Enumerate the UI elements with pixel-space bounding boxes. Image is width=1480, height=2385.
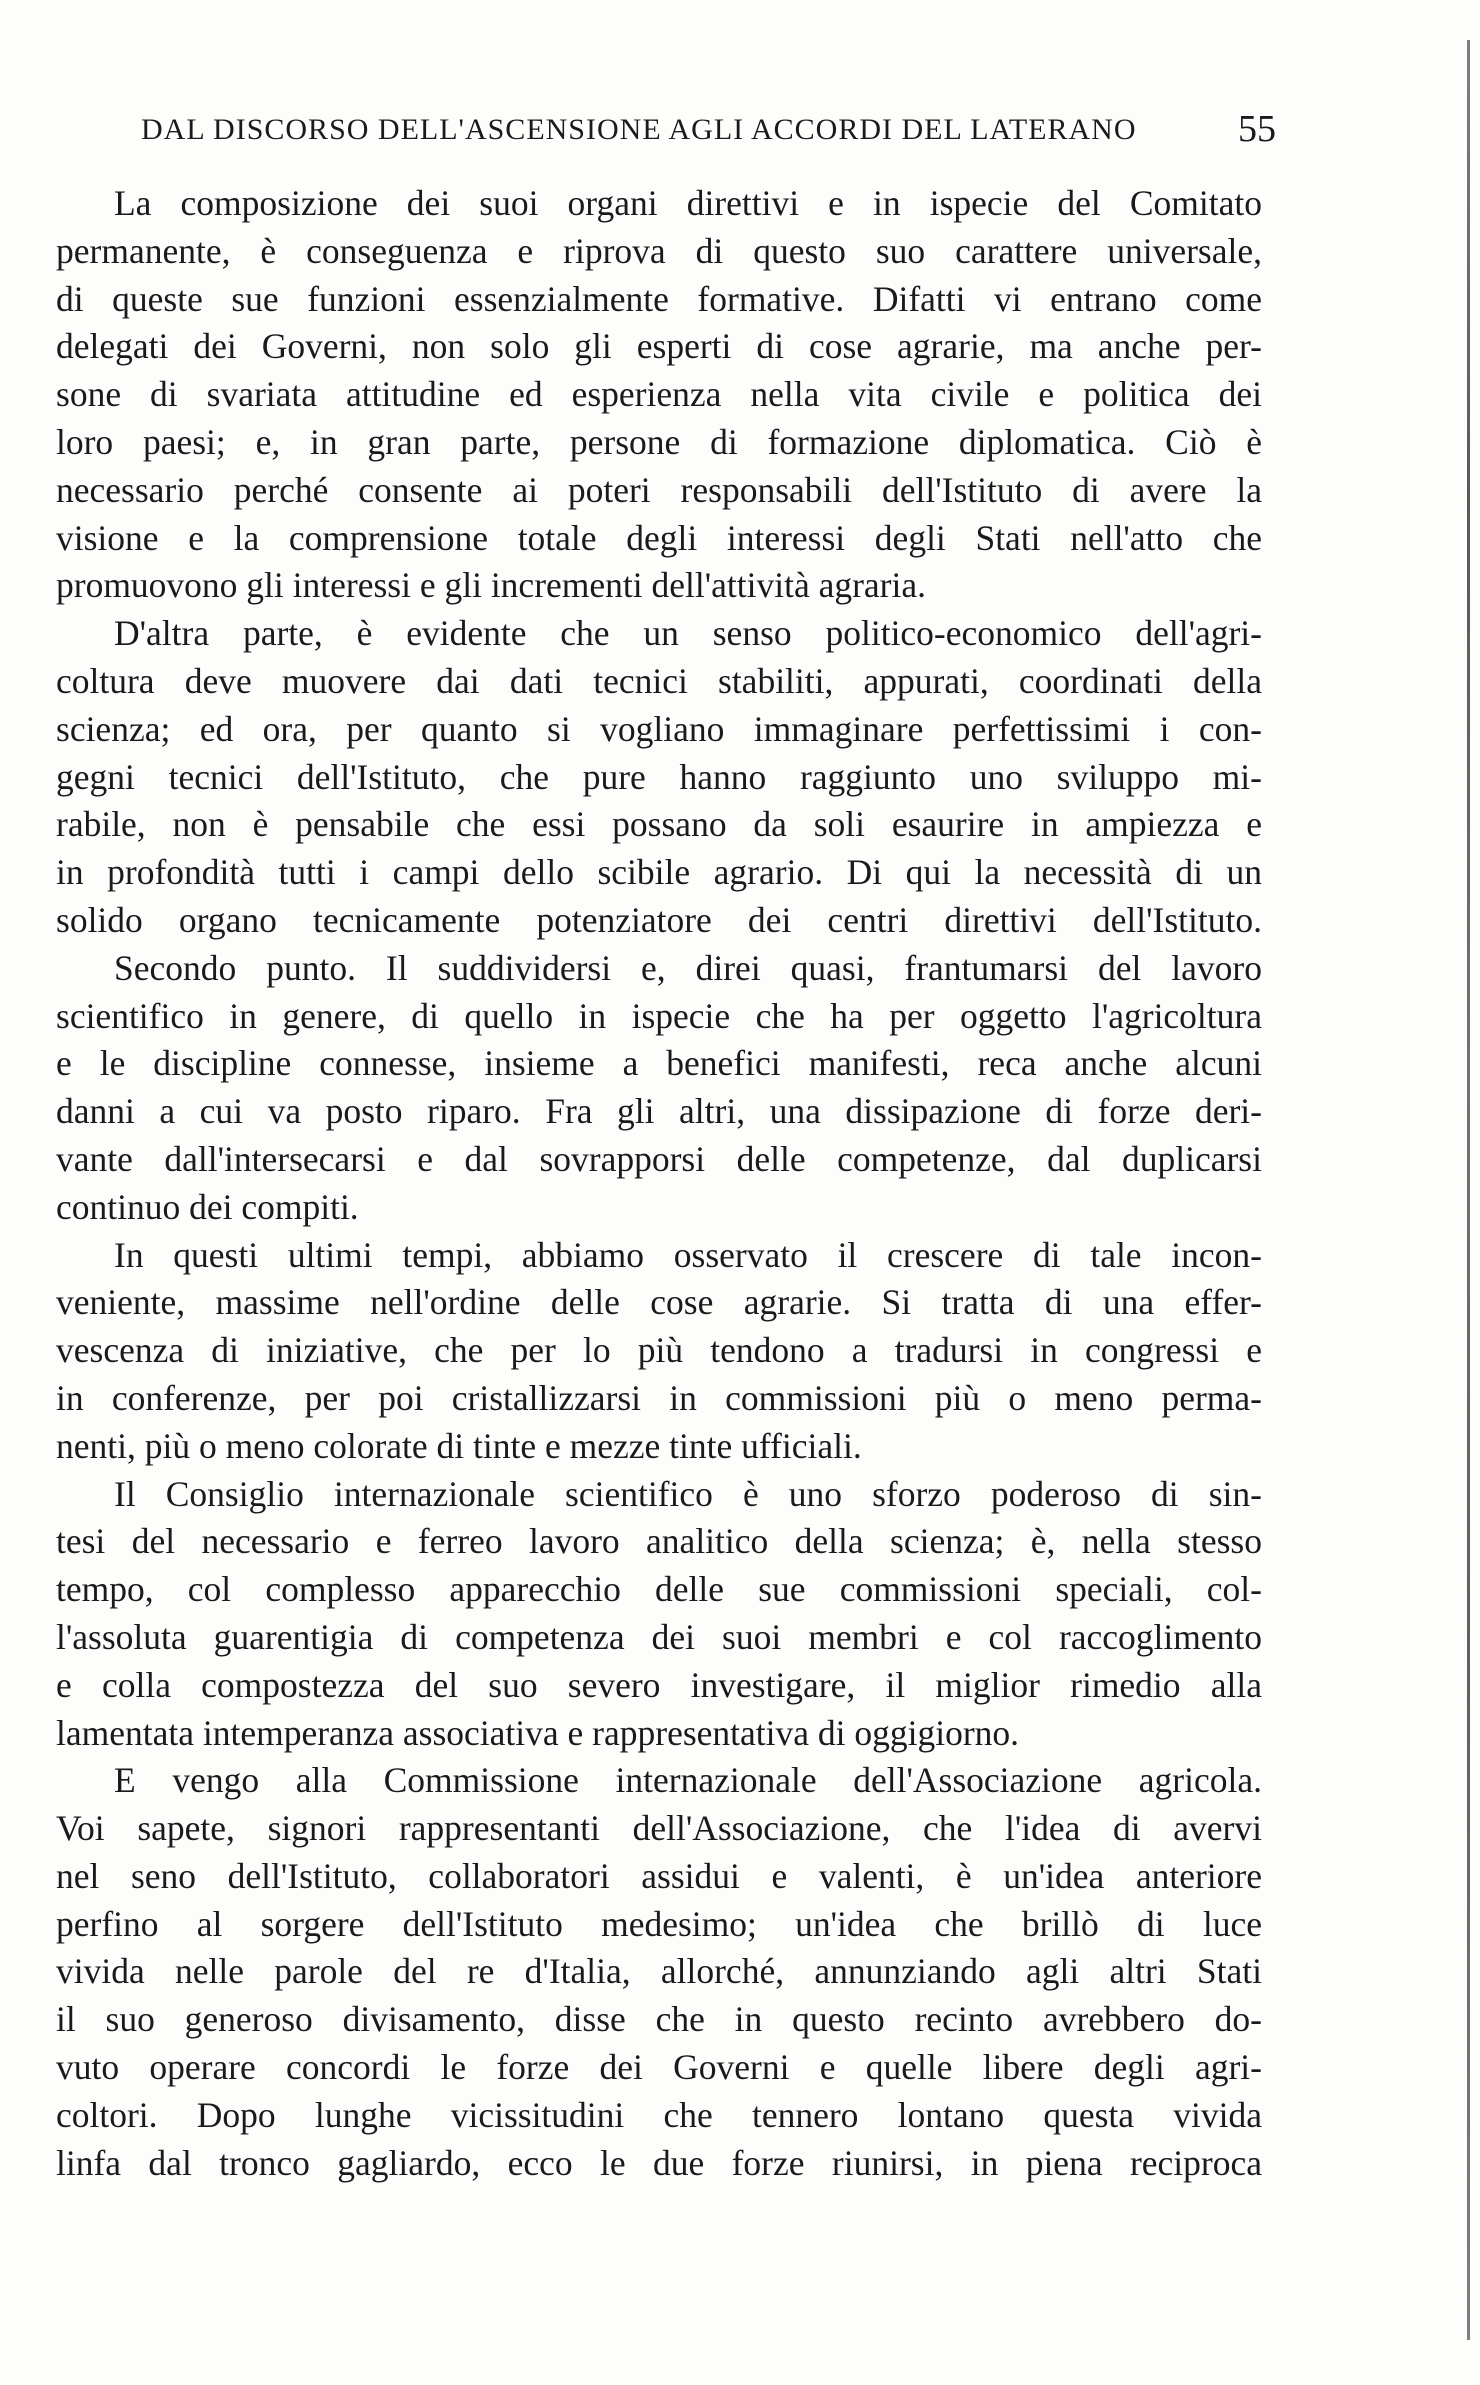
text-line: l'assoluta guarentigia di competenza dei suoi membri e col raccoglimento <box>56 1616 1262 1657</box>
text-line: il suo generoso divisamento, disse che in questo recinto avrebbero do- <box>56 1999 1262 2040</box>
text-line: coltura deve muovere dai dati tecnici stabiliti, appurati, coordinati della <box>56 660 1262 701</box>
text-line: E vengo alla Commissione internazionale dell'Associazione agricola. <box>114 1760 1262 1801</box>
text-line: vante dall'intersecarsi e dal sovrapporsi delle competenze, dal duplicarsi <box>56 1138 1262 1179</box>
running-title: DAL DISCORSO DELL'ASCENSIONE AGLI ACCORDI DEL LATERANO <box>141 113 1137 146</box>
text-line: continuo dei compiti. <box>56 1186 359 1227</box>
text-line: scientifico in genere, di quello in ispecie che ha per oggetto l'agricoltura <box>56 995 1262 1036</box>
text-line: Voi sapete, signori rappresentanti dell'Associazione, che l'idea di avervi <box>56 1808 1262 1849</box>
text-line: linfa dal tronco gagliardo, ecco le due forze riunirsi, in piena reciproca <box>56 2142 1262 2183</box>
text-line: promuovono gli interessi e gli incrementi dell'attività agraria. <box>56 565 926 606</box>
page-edge-shadow <box>1467 40 1470 2340</box>
text-line: Il Consiglio internazionale scientifico è uno sforzo poderoso di sin- <box>114 1473 1262 1514</box>
text-line: e colla compostezza del suo severo investigare, il miglior rimedio alla <box>56 1664 1262 1705</box>
text-line: permanente, è conseguenza e riprova di questo suo carattere universale, <box>56 230 1262 271</box>
text-line: nenti, più o meno colorate di tinte e mezze tinte ufficiali. <box>56 1425 862 1466</box>
text-line: scienza; ed ora, per quanto si vogliano immaginare perfettissimi i con- <box>56 708 1262 749</box>
page-number: 55 <box>1238 108 1276 150</box>
text-line: In questi ultimi tempi, abbiamo osservato il crescere di tale incon- <box>114 1234 1262 1275</box>
text-line: tesi del necessario e ferreo lavoro analitico della scienza; è, nella stesso <box>56 1521 1262 1562</box>
text-line: in profondità tutti i campi dello scibile agrario. Di qui la necessità di un <box>56 852 1262 893</box>
running-head <box>56 105 1276 165</box>
text-body <box>56 180 1262 2187</box>
text-line: visione e la comprensione totale degli interessi degli Stati nell'atto che <box>56 517 1262 558</box>
text-line: in conferenze, per poi cristallizzarsi in commissioni più o meno perma- <box>56 1377 1262 1418</box>
text-line: delegati dei Governi, non solo gli esperti di cose agrarie, ma anche per- <box>56 326 1262 367</box>
text-line: gegni tecnici dell'Istituto, che pure hanno raggiunto uno sviluppo mi- <box>56 756 1262 797</box>
text-line: Secondo punto. Il suddividersi e, direi quasi, frantumarsi del lavoro <box>114 947 1262 988</box>
text-line: vescenza di iniziative, che per lo più tendono a tradursi in congressi e <box>56 1330 1262 1371</box>
text-line: La composizione dei suoi organi direttivi e in ispecie del Comitato <box>114 183 1262 223</box>
text-line: coltori. Dopo lunghe vicissitudini che tennero lontano questa vivida <box>56 2094 1262 2135</box>
text-line: tempo, col complesso apparecchio delle sue commissioni speciali, col- <box>56 1569 1262 1610</box>
text-line: lamentata intemperanza associativa e rappresentativa di oggigiorno. <box>56 1712 1020 1753</box>
text-line: solido organo tecnicamente potenziatore dei centri direttivi dell'Istituto. <box>56 899 1262 940</box>
text-line: di queste sue funzioni essenzialmente formative. Difatti vi entrano come <box>56 278 1262 319</box>
text-line: loro paesi; e, in gran parte, persone di formazione diplomatica. Ciò è <box>56 421 1262 462</box>
text-line: rabile, non è pensabile che essi possano da soli esaurire in ampiezza e <box>56 804 1262 845</box>
text-line: necessario perché consente ai poteri responsabili dell'Istituto di avere la <box>56 469 1262 510</box>
text-line: danni a cui va posto riparo. Fra gli altri, una dissipazione di forze deri- <box>56 1091 1262 1132</box>
text-line: D'altra parte, è evidente che un senso politico-economico dell'agri- <box>114 613 1262 654</box>
text-line: vuto operare concordi le forze dei Governi e quelle libere degli agri- <box>56 2047 1262 2088</box>
text-line: sone di svariata attitudine ed esperienza nella vita civile e politica dei <box>56 374 1262 415</box>
text-line: nel seno dell'Istituto, collaboratori assidui e valenti, è un'idea anteriore <box>56 1855 1262 1896</box>
text-line: e le discipline connesse, insieme a benefici manifesti, reca anche alcuni <box>56 1043 1262 1084</box>
text-line: vivida nelle parole del re d'Italia, allorché, annunziando agli altri Stati <box>56 1951 1262 1992</box>
text-line: veniente, massime nell'ordine delle cose agrarie. Si tratta di una effer- <box>56 1282 1262 1323</box>
text-line: perfino al sorgere dell'Istituto medesimo; un'idea che brillò di luce <box>56 1903 1262 1944</box>
